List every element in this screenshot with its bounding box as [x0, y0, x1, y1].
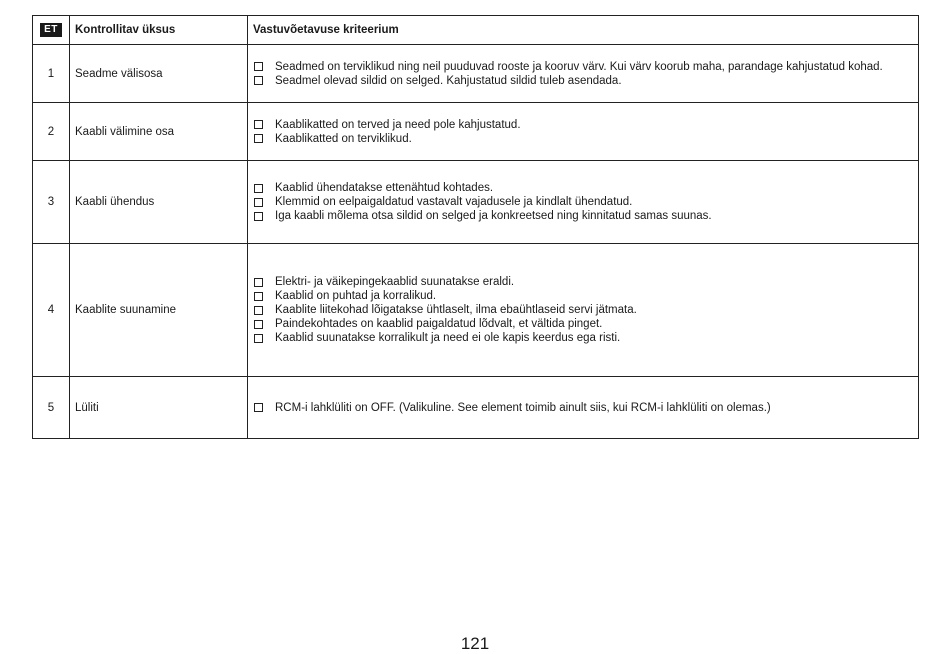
- criterion-line: [254, 209, 918, 223]
- criterion-line: [254, 132, 918, 146]
- criterion-text: Iga kaabli mõlema otsa sildid on selged ja konkreetsed ning kinnitatud samas suunas.: [275, 210, 712, 222]
- criterion-line: [254, 195, 918, 209]
- row-item: Kaabli ühendus: [70, 161, 248, 244]
- row-criteria: [248, 45, 919, 103]
- row-number: 4: [33, 244, 70, 377]
- criterion-text: Kaablikatted on terved ja need pole kahjustatud.: [275, 118, 521, 131]
- table-row: [33, 161, 919, 244]
- checkbox-icon[interactable]: [254, 76, 263, 85]
- row-number: 5: [33, 377, 70, 439]
- row-number: 1: [33, 45, 70, 103]
- table-row: [33, 244, 919, 377]
- checkbox-icon[interactable]: [254, 134, 263, 143]
- table-row: [33, 103, 919, 161]
- row-number: 3: [33, 161, 70, 244]
- criterion-text: Elektri- ja väikepingekaablid suunatakse eraldi.: [275, 276, 515, 288]
- row-item: Kaablite suunamine: [70, 244, 248, 377]
- criterion-line: [254, 303, 918, 317]
- criterion-line: [254, 275, 918, 289]
- criterion-line: [254, 289, 918, 303]
- criterion-line: [254, 118, 918, 132]
- row-number: 2: [33, 103, 70, 161]
- criterion-text: Kaablid on puhtad ja korralikud.: [275, 290, 437, 302]
- criterion-line: [254, 74, 918, 88]
- criterion-line: [254, 401, 918, 415]
- acceptance-criteria-table: [32, 15, 919, 439]
- header-criteria: Vastuvõetavuse kriteerium: [248, 16, 919, 45]
- criterion-text: Kaablikatted on terviklikud.: [275, 132, 412, 145]
- criterion-text: RCM-i lahklüliti on OFF. (Valikuline. See element toimib ainult siis, kui RCM-i lahklüliti on olemas.): [275, 401, 771, 414]
- row-criteria: [248, 244, 919, 377]
- row-item: Seadme välisosa: [70, 45, 248, 103]
- checkbox-icon[interactable]: [254, 184, 263, 193]
- checkbox-icon[interactable]: [254, 403, 263, 412]
- criterion-text: Seadmed on terviklikud ning neil puuduvad rooste ja kooruv värv. Kui värv koorub maha, parandage kahjustatud kohad.: [275, 60, 883, 73]
- checkbox-icon[interactable]: [254, 292, 263, 301]
- header-item: Kontrollitav üksus: [70, 16, 248, 45]
- table-header-row: [33, 16, 919, 45]
- checkbox-icon[interactable]: [254, 212, 263, 221]
- criterion-text: Kaablid suunatakse korralikult ja need ei ole kapis keerdus ega risti.: [275, 332, 621, 344]
- criterion-line: [254, 181, 918, 195]
- language-badge: ET: [40, 23, 62, 37]
- row-criteria: [248, 377, 919, 439]
- checkbox-icon[interactable]: [254, 120, 263, 129]
- row-item: Kaabli välimine osa: [70, 103, 248, 161]
- row-item: Lüliti: [70, 377, 248, 439]
- checkbox-icon[interactable]: [254, 320, 263, 329]
- criterion-line: [254, 317, 918, 331]
- criterion-text: Klemmid on eelpaigaldatud vastavalt vajadusele ja kindlalt ühendatud.: [275, 196, 633, 208]
- row-criteria: [248, 161, 919, 244]
- criterion-text: Seadmel olevad sildid on selged. Kahjustatud sildid tuleb asendada.: [275, 74, 622, 87]
- checkbox-icon[interactable]: [254, 306, 263, 315]
- criterion-text: Kaablite liitekohad lõigatakse ühtlaselt, ilma ebaühtlaseid servi jätmata.: [275, 304, 637, 316]
- table-row: [33, 45, 919, 103]
- page-number: 121: [460, 634, 490, 653]
- language-badge-cell: [33, 16, 70, 45]
- criterion-line: [254, 60, 918, 74]
- checkbox-icon[interactable]: [254, 62, 263, 71]
- criterion-line: [254, 331, 918, 345]
- criterion-text: Kaablid ühendatakse ettenähtud kohtades.: [275, 182, 494, 194]
- criterion-text: Paindekohtades on kaablid paigaldatud lõdvalt, et vältida pinget.: [275, 318, 603, 330]
- row-criteria: [248, 103, 919, 161]
- table-row: [33, 377, 919, 439]
- checkbox-icon[interactable]: [254, 278, 263, 287]
- checkbox-icon[interactable]: [254, 334, 263, 343]
- checkbox-icon[interactable]: [254, 198, 263, 207]
